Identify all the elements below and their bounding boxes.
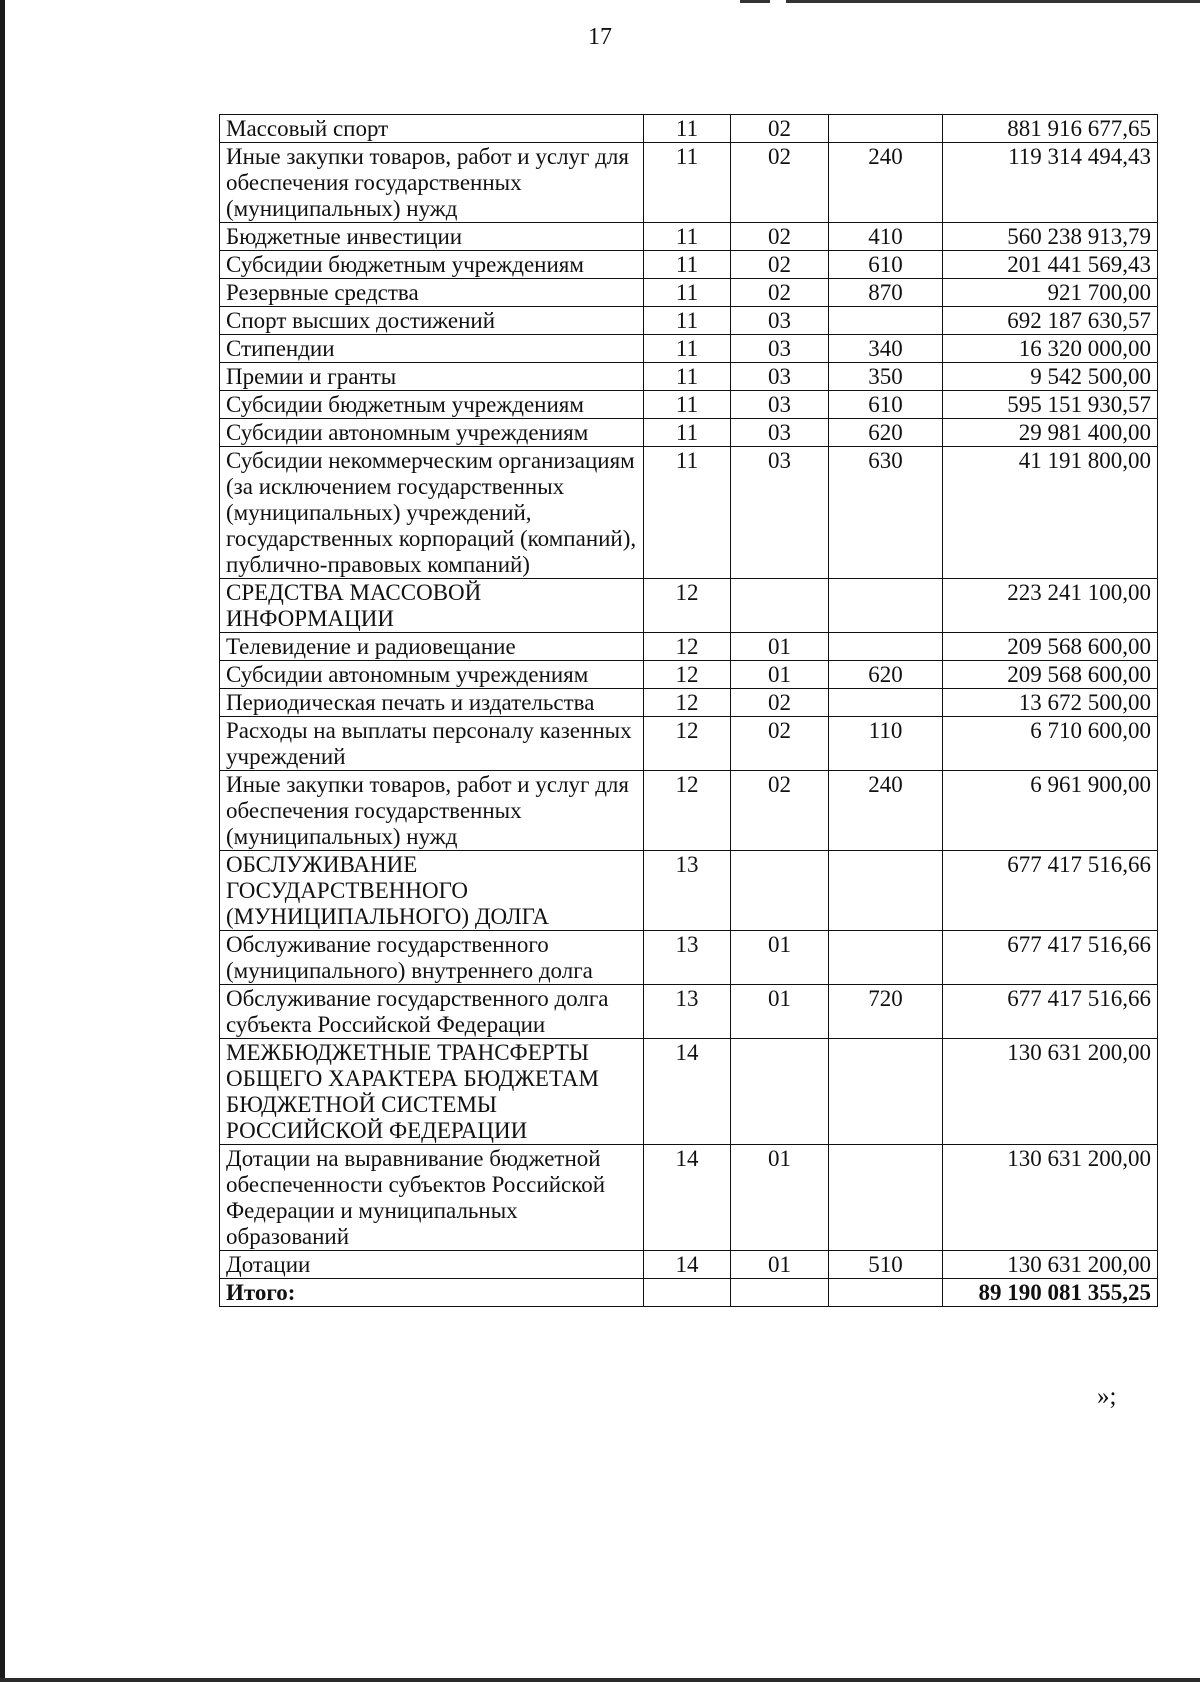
budget-table [219,114,1158,1307]
row-name: Субсидии бюджетным учреждениям [220,391,644,419]
row-amount: 130 631 200,00 [943,1039,1158,1145]
row-amount: 677 417 516,66 [943,851,1158,931]
row-name: Бюджетные инвестиции [220,223,644,251]
row-subsection [731,1039,829,1145]
table-row [220,661,1158,689]
row-amount: 209 568 600,00 [943,633,1158,661]
table-row [220,447,1158,579]
row-expense-type [829,689,943,717]
row-subsection: 03 [731,391,829,419]
row-expense-type [829,931,943,985]
row-amount: 13 672 500,00 [943,689,1158,717]
row-expense-type [829,1039,943,1145]
scan-edge-left [0,0,5,1682]
row-subsection: 03 [731,419,829,447]
row-section: 11 [644,363,731,391]
row-amount: 9 542 500,00 [943,363,1158,391]
row-section: 12 [644,579,731,633]
row-name: Стипендии [220,335,644,363]
row-amount: 209 568 600,00 [943,661,1158,689]
row-expense-type [829,579,943,633]
table-row [220,307,1158,335]
row-subsection: 01 [731,633,829,661]
row-amount: 6 710 600,00 [943,717,1158,771]
row-name: Премии и гранты [220,363,644,391]
row-expense-type: 510 [829,1251,943,1279]
row-name: Дотации на выравнивание бюджетной обеспеченности субъектов Российской Федерации и муниципальных образований [220,1145,644,1251]
row-name: Расходы на выплаты персоналу казенных учреждений [220,717,644,771]
row-subsection: 02 [731,689,829,717]
row-subsection: 02 [731,143,829,223]
row-expense-type [829,851,943,931]
row-subsection [731,851,829,931]
row-name: Иные закупки товаров, работ и услуг для обеспечения государственных (муниципальных) нужд [220,143,644,223]
row-expense-type: 630 [829,447,943,579]
table-row [220,1251,1158,1279]
row-section: 11 [644,307,731,335]
row-name: Спорт высших достижений [220,307,644,335]
row-name: Обслуживание государственного (муниципального) внутреннего долга [220,931,644,985]
row-name: Резервные средства [220,279,644,307]
table-row [220,391,1158,419]
table-row [220,223,1158,251]
table-row [220,689,1158,717]
row-expense-type: 240 [829,771,943,851]
row-expense-type [829,633,943,661]
row-amount: 692 187 630,57 [943,307,1158,335]
row-section: 13 [644,931,731,985]
row-amount: 201 441 569,43 [943,251,1158,279]
row-section: 13 [644,851,731,931]
scan-edge-top [740,0,770,3]
table-row [220,1039,1158,1145]
row-amount: 560 238 913,79 [943,223,1158,251]
row-name: Субсидии автономным учреждениям [220,661,644,689]
row-expense-type: 240 [829,143,943,223]
page-number: 17 [588,24,612,50]
row-section: 12 [644,717,731,771]
table-row [220,851,1158,931]
table-row [220,335,1158,363]
row-expense-type [829,307,943,335]
table-row [220,115,1158,143]
row-amount: 921 700,00 [943,279,1158,307]
row-amount: 223 241 100,00 [943,579,1158,633]
total-section [644,1279,731,1307]
row-section: 11 [644,335,731,363]
table-row [220,771,1158,851]
row-section: 11 [644,419,731,447]
row-subsection: 02 [731,771,829,851]
row-amount: 677 417 516,66 [943,931,1158,985]
row-subsection: 03 [731,363,829,391]
row-subsection: 02 [731,115,829,143]
table-row [220,1145,1158,1251]
row-expense-type: 350 [829,363,943,391]
row-amount: 595 151 930,57 [943,391,1158,419]
row-name: СРЕДСТВА МАССОВОЙ ИНФОРМАЦИИ [220,579,644,633]
closing-quote: »; [1097,1383,1117,1410]
row-amount: 130 631 200,00 [943,1145,1158,1251]
row-subsection: 02 [731,223,829,251]
row-subsection: 03 [731,447,829,579]
row-name: Субсидии бюджетным учреждениям [220,251,644,279]
row-subsection [731,579,829,633]
row-amount: 41 191 800,00 [943,447,1158,579]
row-amount: 6 961 900,00 [943,771,1158,851]
row-subsection: 03 [731,307,829,335]
table-row [220,931,1158,985]
row-section: 13 [644,985,731,1039]
row-section: 14 [644,1145,731,1251]
row-section: 12 [644,771,731,851]
row-amount: 677 417 516,66 [943,985,1158,1039]
row-subsection: 02 [731,251,829,279]
row-amount: 119 314 494,43 [943,143,1158,223]
row-name: Обслуживание государственного долга субъекта Российской Федерации [220,985,644,1039]
row-expense-type: 340 [829,335,943,363]
budget-table-body [220,115,1158,1307]
row-section: 11 [644,115,731,143]
table-row [220,985,1158,1039]
row-name: Дотации [220,1251,644,1279]
row-amount: 881 916 677,65 [943,115,1158,143]
row-amount: 29 981 400,00 [943,419,1158,447]
row-name: Иные закупки товаров, работ и услуг для обеспечения государственных (муниципальных) нужд [220,771,644,851]
total-expense-type [829,1279,943,1307]
total-subsection [731,1279,829,1307]
row-subsection: 02 [731,717,829,771]
row-section: 12 [644,661,731,689]
row-name: Массовый спорт [220,115,644,143]
row-subsection: 01 [731,985,829,1039]
table-row [220,579,1158,633]
table-row [220,143,1158,223]
table-row [220,363,1158,391]
row-expense-type: 410 [829,223,943,251]
row-expense-type: 870 [829,279,943,307]
row-section: 14 [644,1039,731,1145]
row-expense-type: 620 [829,419,943,447]
scan-edge-top [786,0,1200,3]
row-name: ОБСЛУЖИВАНИЕ ГОСУДАРСТВЕННОГО (МУНИЦИПАЛЬНОГО) ДОЛГА [220,851,644,931]
row-section: 11 [644,279,731,307]
row-expense-type [829,1145,943,1251]
row-name: Субсидии некоммерческим организациям (за исключением государственных (муниципальных) учреждений, государственных корпораций (компаний), публично-правовых компаний) [220,447,644,579]
row-amount: 16 320 000,00 [943,335,1158,363]
row-section: 11 [644,447,731,579]
row-expense-type: 610 [829,391,943,419]
total-row [220,1279,1158,1307]
row-section: 12 [644,689,731,717]
row-name: МЕЖБЮДЖЕТНЫЕ ТРАНСФЕРТЫ ОБЩЕГО ХАРАКТЕРА БЮДЖЕТАМ БЮДЖЕТНОЙ СИСТЕМЫ РОССИЙСКОЙ ФЕДЕРАЦИИ [220,1039,644,1145]
table-row [220,251,1158,279]
row-section: 11 [644,223,731,251]
row-expense-type: 610 [829,251,943,279]
table-row [220,633,1158,661]
row-name: Периодическая печать и издательства [220,689,644,717]
row-expense-type [829,115,943,143]
table-row [220,419,1158,447]
table-row [220,279,1158,307]
row-subsection: 01 [731,661,829,689]
table-row [220,717,1158,771]
row-section: 14 [644,1251,731,1279]
scan-edge-bottom [0,1678,1200,1682]
row-section: 11 [644,391,731,419]
row-subsection: 03 [731,335,829,363]
row-expense-type: 620 [829,661,943,689]
row-subsection: 01 [731,1251,829,1279]
row-expense-type: 720 [829,985,943,1039]
row-subsection: 01 [731,1145,829,1251]
total-amount: 89 190 081 355,25 [943,1279,1158,1307]
row-subsection: 01 [731,931,829,985]
row-section: 11 [644,143,731,223]
row-name: Телевидение и радиовещание [220,633,644,661]
row-expense-type: 110 [829,717,943,771]
row-section: 12 [644,633,731,661]
row-amount: 130 631 200,00 [943,1251,1158,1279]
row-section: 11 [644,251,731,279]
total-label: Итого: [220,1279,644,1307]
row-name: Субсидии автономным учреждениям [220,419,644,447]
row-subsection: 02 [731,279,829,307]
